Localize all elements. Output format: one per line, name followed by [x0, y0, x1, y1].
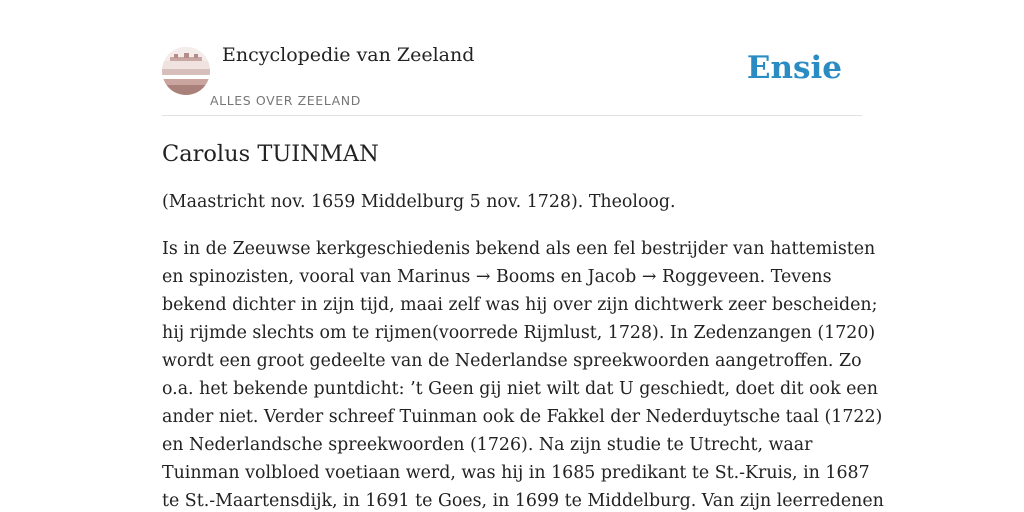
- article-body-line: en Nederlandsche spreekwoorden (1726). Na zijn studie te Utrecht, waar: [162, 435, 813, 455]
- site-header: [162, 40, 862, 116]
- article-title: Carolus TUINMAN: [162, 141, 379, 167]
- article-body-line: hij rijmde slechts om te rijmen(voorrede Rijmlust, 1728). In Zedenzangen (1720): [162, 323, 876, 343]
- site-title[interactable]: Encyclopedie van Zeeland: [222, 44, 475, 66]
- site-logo[interactable]: [162, 47, 210, 95]
- article-subtitle: (Maastricht nov. 1659 Middelburg 5 nov. 1728). Theoloog.: [162, 192, 676, 212]
- article-body-line: te St.-Maartensdijk, in 1691 te Goes, in 1699 te Middelburg. Van zijn leerredenen: [162, 491, 884, 511]
- brand-logo-link[interactable]: Ensie: [746, 50, 842, 86]
- article-body-line: o.a. het bekende puntdicht: ’t Geen gij niet wilt dat U geschiedt, doet dit ook een: [162, 379, 878, 399]
- article: [162, 138, 884, 512]
- site-logo-image: [162, 47, 210, 95]
- site-tagline: ALLES OVER ZEELAND: [210, 93, 361, 108]
- article-body: [162, 235, 884, 512]
- article-body-line: wordt een groot gedeelte van de Nederlandse spreekwoorden aangetroffen. Zo: [162, 351, 862, 371]
- article-body-line: bekend dichter in zijn tijd, maai zelf was hij over zijn dichtwerk zeer bescheiden;: [162, 295, 878, 315]
- article-body-line: en spinozisten, vooral van Marinus → Booms en Jacob → Roggeveen. Tevens: [162, 267, 832, 287]
- article-body-line: ander niet. Verder schreef Tuinman ook de Fakkel der Nederduytsche taal (1722): [162, 407, 883, 427]
- article-body-line: Is in de Zeeuwse kerkgeschiedenis bekend als een fel bestrijder van hattemisten: [162, 239, 876, 259]
- article-body-line: Tuinman volbloed voetiaan werd, was hij in 1685 predikant te St.-Kruis, in 1687: [162, 463, 870, 483]
